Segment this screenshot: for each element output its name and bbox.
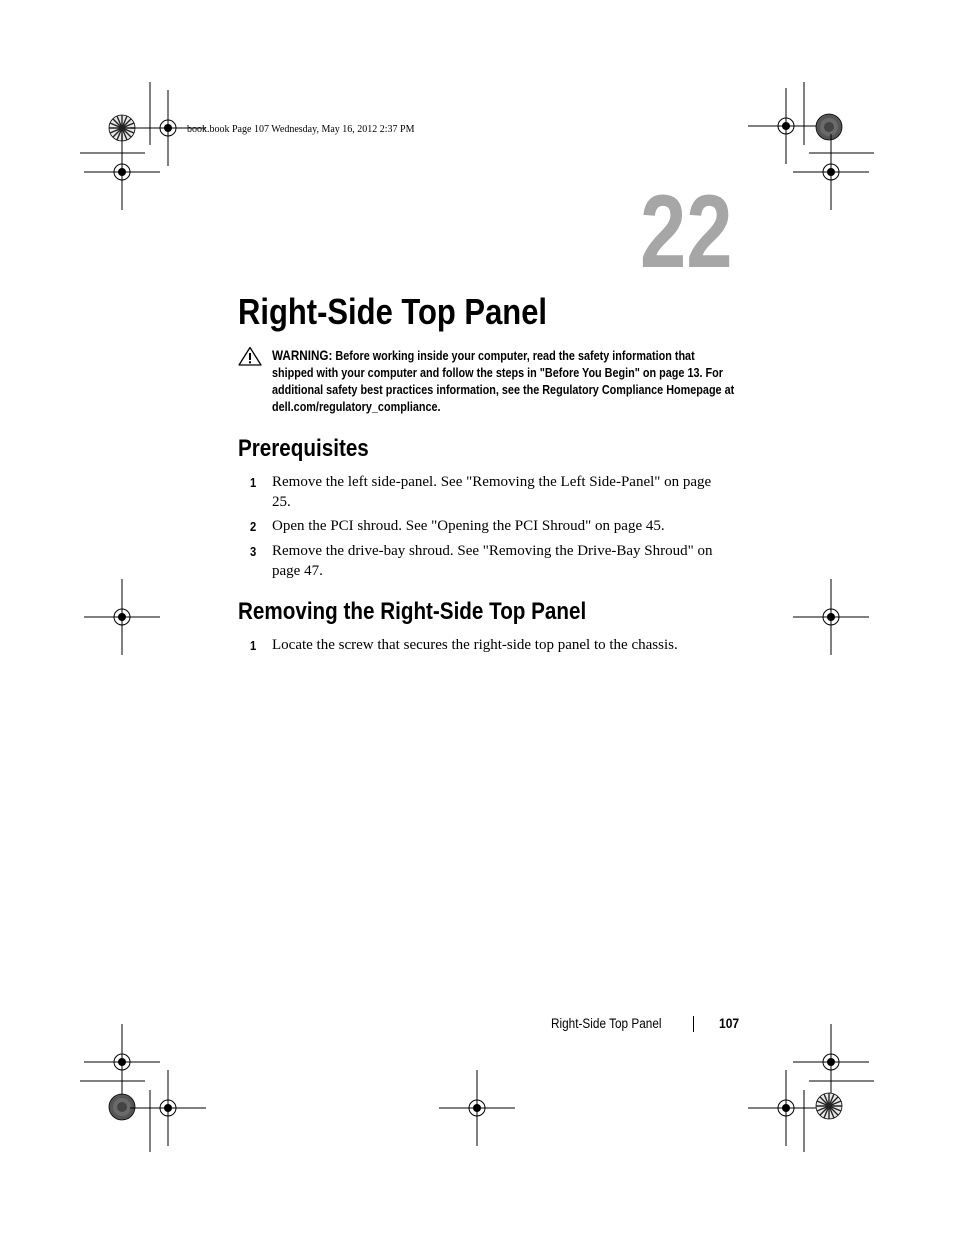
warning-notice bbox=[272, 347, 736, 416]
footer-page-number: 107 bbox=[719, 1015, 740, 1031]
step-number: 3 bbox=[250, 544, 257, 559]
warning-label: WARNING: bbox=[272, 348, 333, 363]
warning-text: Before working inside your computer, read the safety information that shipped with your computer and follow the steps in "Before You Begin" on page 13. For additional safety best practices information, see the Regulatory Compliance Homepage at dell.com/regulatory_compliance. bbox=[272, 349, 735, 414]
step-number: 2 bbox=[250, 519, 257, 534]
footer-chapter-title: Right-Side Top Panel bbox=[551, 1016, 662, 1031]
step-text: Remove the drive-bay shroud. See "Removing the Drive-Bay Shroud" on page 47. bbox=[272, 543, 713, 579]
step-number: 1 bbox=[250, 638, 257, 653]
step-text: Open the PCI shroud. See "Opening the PCI Shroud" on page 45. bbox=[272, 518, 665, 534]
step-text: Locate the screw that secures the right-side top panel to the chassis. bbox=[272, 637, 678, 653]
footer-divider bbox=[693, 1016, 694, 1032]
step-number: 1 bbox=[250, 475, 257, 490]
section-heading-removing: Removing the Right-Side Top Panel bbox=[238, 598, 587, 625]
print-slug-line: book.book Page 107 Wednesday, May 16, 2012 2:37 PM bbox=[187, 124, 415, 135]
chapter-number: 22 bbox=[640, 174, 733, 290]
section-heading-prerequisites: Prerequisites bbox=[238, 435, 369, 462]
warning-triangle-icon bbox=[238, 346, 262, 366]
chapter-title: Right-Side Top Panel bbox=[238, 291, 548, 332]
step-text: Remove the left side-panel. See "Removing the Left Side-Panel" on page 25. bbox=[272, 474, 712, 510]
